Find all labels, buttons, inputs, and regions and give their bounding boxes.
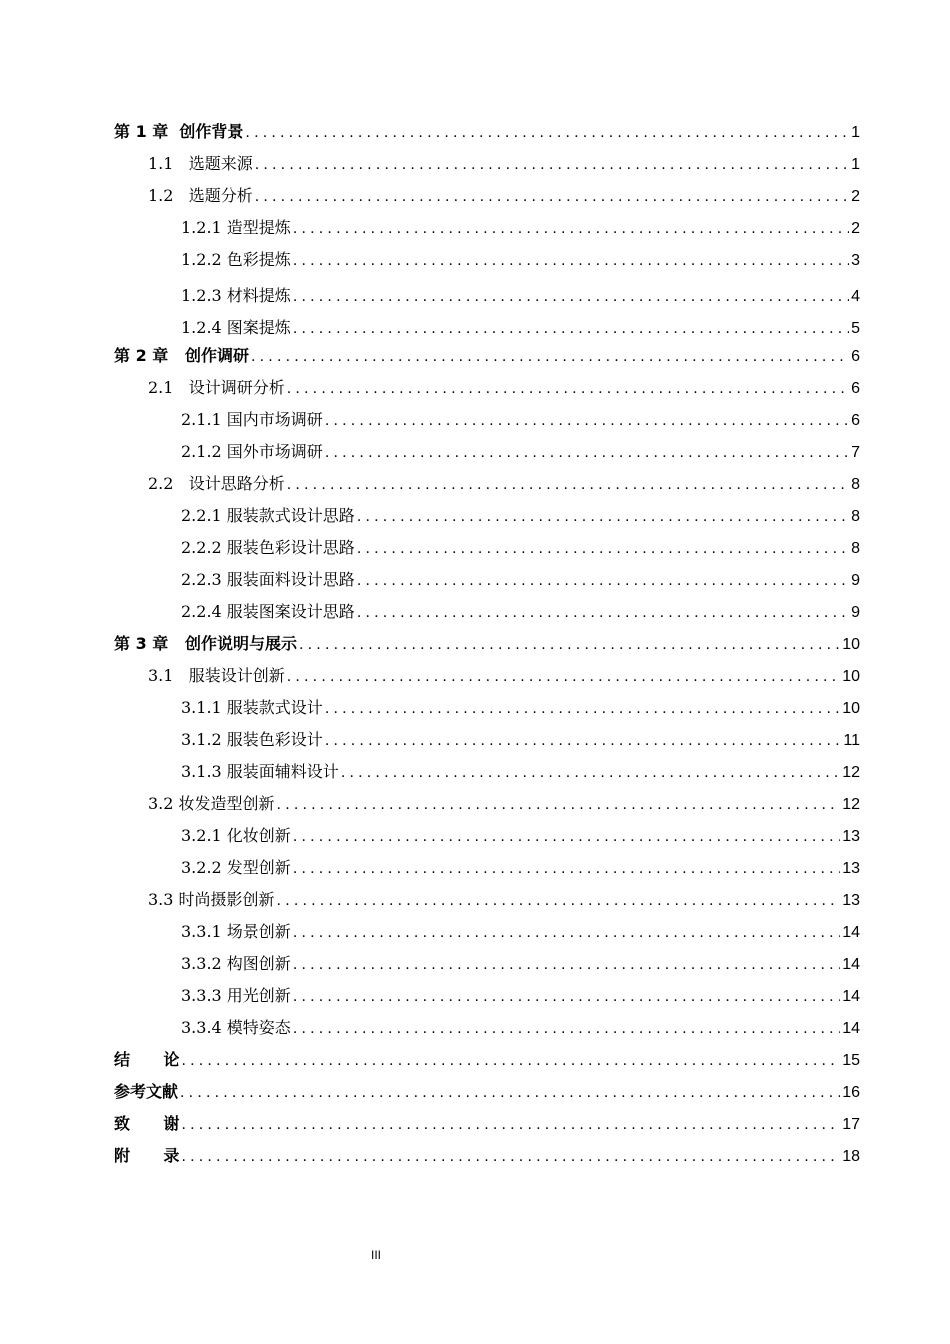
toc-entry-label: 2.2.2 服装色彩设计思路 — [181, 538, 355, 557]
toc-dot-leader — [245, 121, 849, 145]
toc-entry-label: 3.2.1 化妆创新 — [181, 826, 291, 845]
toc-entry-page: 8 — [851, 476, 860, 493]
toc-dot-leader — [357, 537, 849, 561]
toc-entry[interactable] — [181, 696, 860, 720]
toc-entry[interactable] — [114, 1112, 860, 1136]
toc-entry-label: 第 2 章 创作调研 — [114, 346, 249, 365]
toc-entry-page: 14 — [842, 956, 860, 973]
toc-entry-page: 10 — [842, 636, 860, 653]
toc-entry-page: 13 — [842, 828, 860, 845]
toc-entry-label: 第 1 章 创作背景 — [114, 122, 244, 141]
toc-entry-page: 13 — [842, 860, 860, 877]
toc-entry-label: 1.1 选题来源 — [148, 154, 253, 173]
toc-entry-label: 3.1.2 服装色彩设计 — [181, 730, 323, 749]
toc-entry[interactable] — [114, 120, 860, 144]
toc-dot-leader — [255, 153, 849, 177]
toc-entry-page: 4 — [851, 288, 860, 305]
toc-entry-label: 1.2.1 造型提炼 — [181, 218, 291, 237]
toc-entry-page: 6 — [851, 380, 860, 397]
toc-entry-label: 2.1.2 国外市场调研 — [181, 442, 323, 461]
toc-dot-leader — [325, 697, 840, 721]
toc-entry-page: 9 — [851, 572, 860, 589]
toc-entry-label: 2.2.1 服装款式设计思路 — [181, 506, 355, 525]
toc-dot-leader — [293, 825, 840, 849]
toc-entry[interactable] — [148, 152, 860, 176]
toc-entry-page: 9 — [851, 604, 860, 621]
toc-entry[interactable] — [148, 184, 860, 208]
toc-entry-label: 1.2.2 色彩提炼 — [181, 250, 291, 269]
toc-entry-page: 17 — [842, 1116, 860, 1133]
toc-entry-label: 3.3 时尚摄影创新 — [148, 890, 275, 909]
toc-entry-page: 1 — [851, 156, 860, 173]
toc-entry-label: 3.1.3 服装面辅料设计 — [181, 762, 339, 781]
toc-entry[interactable] — [148, 792, 860, 816]
toc-dot-leader — [293, 1017, 840, 1041]
toc-entry-label: 2.2 设计思路分析 — [148, 474, 285, 493]
toc-entry-page: 14 — [842, 988, 860, 1005]
toc-dot-leader — [293, 953, 840, 977]
toc-entry[interactable] — [181, 568, 860, 592]
toc-entry-label: 1.2.3 材料提炼 — [181, 286, 291, 305]
toc-dot-leader — [293, 249, 849, 273]
toc-entry-page: 2 — [851, 188, 860, 205]
toc-entry-label: 2.1.1 国内市场调研 — [181, 410, 323, 429]
toc-dot-leader — [357, 569, 849, 593]
toc-entry[interactable] — [181, 536, 860, 560]
toc-dot-leader — [181, 1049, 840, 1073]
toc-entry-label: 结 论 — [114, 1050, 180, 1069]
toc-entry[interactable] — [114, 1048, 860, 1072]
toc-entry-label: 3.3.1 场景创新 — [181, 922, 291, 941]
toc-entry-label: 参考文献 — [114, 1082, 179, 1101]
toc-entry-page: 5 — [851, 320, 860, 337]
toc-entry-label: 附 录 — [114, 1146, 180, 1165]
toc-entry[interactable] — [181, 248, 860, 272]
toc-entry[interactable] — [114, 632, 860, 656]
toc-entry-label: 2.2.4 服装图案设计思路 — [181, 602, 355, 621]
toc-dot-leader — [325, 729, 842, 753]
toc-entry-label: 2.2.3 服装面料设计思路 — [181, 570, 355, 589]
toc-dot-leader — [293, 985, 840, 1009]
toc-dot-leader — [293, 317, 849, 341]
toc-entry-page: 13 — [842, 892, 860, 909]
toc-entry-page: 8 — [851, 540, 860, 557]
toc-entry[interactable] — [181, 1016, 860, 1040]
toc-entry-label: 第 3 章 创作说明与展示 — [114, 634, 297, 653]
toc-entry[interactable] — [181, 216, 860, 240]
toc-entry-label: 3.2.2 发型创新 — [181, 858, 291, 877]
toc-entry-page: 18 — [842, 1148, 860, 1165]
toc-entry[interactable] — [181, 824, 860, 848]
toc-entry-page: 14 — [842, 1020, 860, 1037]
toc-entry-label: 3.3.2 构图创新 — [181, 954, 291, 973]
toc-dot-leader — [287, 377, 849, 401]
toc-entry-label: 3.1 服装设计创新 — [148, 666, 285, 685]
toc-entry[interactable] — [181, 760, 860, 784]
toc-entry-label: 1.2.4 图案提炼 — [181, 318, 291, 337]
toc-dot-leader — [299, 633, 840, 657]
footer-page-number: III — [370, 1248, 381, 1262]
toc-entry[interactable] — [181, 856, 860, 880]
toc-entry-label: 3.3.3 用光创新 — [181, 986, 291, 1005]
toc-entry[interactable] — [181, 600, 860, 624]
toc-entry[interactable] — [181, 316, 860, 340]
toc-dot-leader — [293, 285, 849, 309]
toc-entry[interactable] — [181, 504, 860, 528]
toc-dot-leader — [181, 1113, 840, 1137]
toc-entry-page: 1 — [851, 124, 860, 141]
toc-dot-leader — [287, 473, 849, 497]
toc-entry[interactable] — [181, 408, 860, 432]
toc-dot-leader — [251, 345, 849, 369]
toc-dot-leader — [357, 505, 849, 529]
toc-entry[interactable] — [181, 920, 860, 944]
toc-entry[interactable] — [148, 888, 860, 912]
toc-dot-leader — [277, 889, 841, 913]
toc-entry-page: 15 — [842, 1052, 860, 1069]
toc-dot-leader — [325, 441, 849, 465]
toc-entry-page: 10 — [842, 700, 860, 717]
toc-entry-label: 1.2 选题分析 — [148, 186, 253, 205]
toc-entry-page: 3 — [851, 252, 860, 269]
toc-dot-leader — [181, 1145, 840, 1169]
toc-entry[interactable] — [181, 984, 860, 1008]
toc-entry-page: 16 — [842, 1084, 860, 1101]
toc-dot-leader — [341, 761, 840, 785]
toc-entry[interactable] — [114, 344, 860, 368]
toc-entry-label: 3.1.1 服装款式设计 — [181, 698, 323, 717]
toc-dot-leader — [357, 601, 849, 625]
toc-entry[interactable] — [181, 440, 860, 464]
toc-entry[interactable] — [148, 472, 860, 496]
toc-entry-page: 10 — [842, 668, 860, 685]
toc-dot-leader — [325, 409, 849, 433]
toc-entry-page: 2 — [851, 220, 860, 237]
toc-entry-page: 7 — [851, 444, 860, 461]
toc-dot-leader — [293, 857, 840, 881]
toc-entry-label: 致 谢 — [114, 1114, 180, 1133]
toc-entry-label: 3.2 妆发造型创新 — [148, 794, 275, 813]
toc-entry[interactable] — [181, 284, 860, 308]
toc-entry-page: 6 — [851, 412, 860, 429]
toc-dot-leader — [293, 921, 840, 945]
toc-entry[interactable] — [181, 728, 860, 752]
toc-entry-page: 12 — [842, 764, 860, 781]
toc-entry-page: 12 — [842, 796, 860, 813]
toc-dot-leader — [287, 665, 840, 689]
toc-entry-page: 14 — [842, 924, 860, 941]
toc-entry-label: 3.3.4 模特姿态 — [181, 1018, 291, 1037]
toc-entry-page: 8 — [851, 508, 860, 525]
toc-dot-leader — [293, 217, 849, 241]
toc-dot-leader — [180, 1081, 840, 1105]
toc-dot-leader — [277, 793, 841, 817]
toc-entry[interactable] — [114, 1080, 860, 1104]
toc-entry-page: 11 — [843, 732, 860, 749]
toc-entry[interactable] — [114, 1144, 860, 1168]
toc-entry[interactable] — [148, 376, 860, 400]
toc-entry[interactable] — [148, 664, 860, 688]
toc-entry[interactable] — [181, 952, 860, 976]
toc-entry-label: 2.1 设计调研分析 — [148, 378, 285, 397]
toc-entry-page: 6 — [851, 348, 860, 365]
toc-dot-leader — [255, 185, 849, 209]
